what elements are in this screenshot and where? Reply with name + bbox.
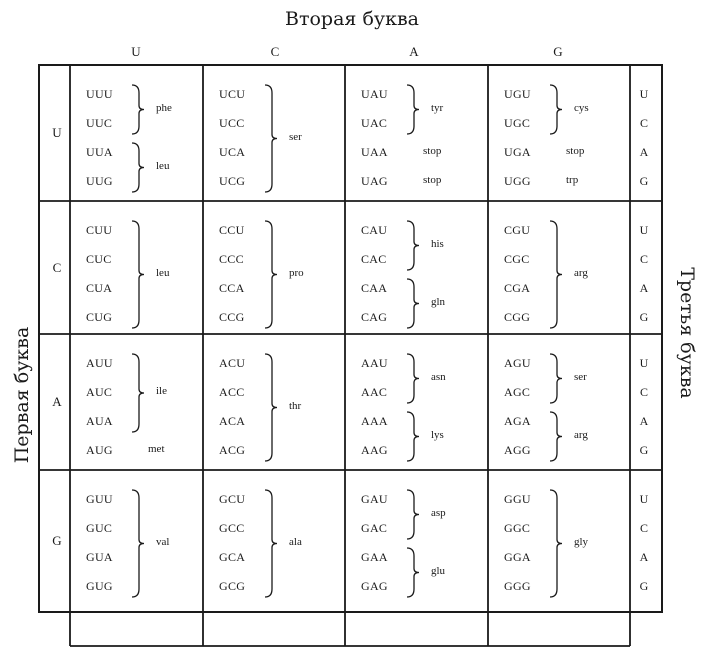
amino-acid-ala: ala [289,535,302,548]
codon-cgg: CGG [504,310,531,324]
codon-cuc: CUC [86,252,112,266]
third-letter-c: C [639,252,648,266]
codon-uug: UUG [86,174,113,188]
codon-aca: ACA [219,414,246,428]
codon-ugu: UGU [504,87,531,101]
first-letter-title: Первая буква [11,326,33,464]
codon-group-bracket [550,221,562,328]
codon-group-bracket [407,85,419,134]
column-header-c: C [270,44,280,59]
codon-ggc: GGC [504,521,531,535]
codon-gua: GUA [86,550,113,564]
codon-uag: UAG [361,174,388,188]
row-header-g: G [52,533,62,548]
third-letter-u: U [639,356,649,370]
third-letter-g: G [639,174,649,188]
codon-ggg: GGG [504,579,531,593]
codon-group-bracket [407,354,419,403]
amino-acid-stop: stop [566,145,585,157]
amino-acid-gly: gly [574,535,589,548]
codon-cga: CGA [504,281,531,295]
amino-acid-arg: arg [574,266,588,279]
codon-aau: AAU [361,356,388,370]
amino-acid-pro: pro [289,266,304,279]
codon-ccg: CCG [219,310,245,324]
amino-acid-asp: asp [431,506,446,519]
codon-gug: GUG [86,579,113,593]
third-letter-a: A [639,550,649,564]
codon-aua: AUA [86,414,113,428]
codon-cca: CCA [219,281,245,295]
codon-group-bracket [550,490,562,597]
codon-uau: UAU [361,87,388,101]
codon-group-bracket [407,412,419,461]
codon-agc: AGC [504,385,531,399]
third-letter-g: G [639,443,649,457]
amino-acid-ser: ser [289,130,302,143]
codon-caa: CAA [361,281,388,295]
codon-cgu: CGU [504,223,531,237]
codon-uca: UCA [219,145,246,159]
codon-group-bracket [265,221,277,328]
column-header-g: G [553,44,563,59]
codon-acg: ACG [219,443,246,457]
amino-acid-thr: thr [289,399,302,412]
codon-aug: AUG [86,443,113,457]
codon-guc: GUC [86,521,113,535]
codon-auu: AUU [86,356,113,370]
codon-guu: GUU [86,492,113,506]
third-letter-c: C [639,521,648,535]
second-letter-title: Вторая буква [285,8,419,30]
codon-cac: CAC [361,252,387,266]
codon-cuu: CUU [86,223,113,237]
third-letter-u: U [639,223,649,237]
third-letter-c: C [639,385,648,399]
codon-gcc: GCC [219,521,245,535]
codon-gcg: GCG [219,579,246,593]
codon-auc: AUC [86,385,113,399]
amino-acid-lys: lys [431,428,444,441]
third-letter-g: G [639,579,649,593]
codon-group-bracket [407,548,419,597]
amino-acid-asn: asn [431,370,446,383]
third-letter-a: A [639,414,649,428]
codon-aga: AGA [504,414,531,428]
amino-acid-phe: phe [156,101,172,114]
row-header-c: C [52,259,62,275]
codon-cag: CAG [361,310,388,324]
codon-group-bracket [132,221,144,328]
codon-acu: ACU [219,356,246,370]
amino-acid-ser: ser [574,370,587,383]
third-letter-a: A [639,145,649,159]
codon-ggu: GGU [504,492,531,506]
amino-acid-met: met [148,443,165,455]
column-header-a: A [409,44,419,59]
codon-group-bracket [132,490,144,597]
codon-uuc: UUC [86,116,113,130]
amino-acid-leu: leu [156,159,170,172]
codon-group-bracket [265,354,277,461]
codon-group-bracket [550,412,562,461]
codon-group-bracket [132,143,144,192]
amino-acid-trp: trp [566,174,579,186]
amino-acid-tyr: tyr [431,101,444,114]
amino-acid-his: his [431,237,444,250]
codon-ccu: CCU [219,223,245,237]
codon-cau: CAU [361,223,388,237]
codon-gca: GCA [219,550,246,564]
row-header-a: A [52,394,62,409]
codon-aag: AAG [361,443,388,457]
codon-gau: GAU [361,492,388,506]
third-letter-c: C [639,116,648,130]
codon-gcu: GCU [219,492,246,506]
amino-acid-arg: arg [574,428,588,441]
third-letter-g: G [639,310,649,324]
third-letter-u: U [639,87,649,101]
amino-acid-gln: gln [431,295,446,308]
codon-ucu: UCU [219,87,246,101]
codon-ugc: UGC [504,116,531,130]
codon-uua: UUA [86,145,113,159]
amino-acid-val: val [156,535,170,548]
codon-gac: GAC [361,521,388,535]
codon-acc: ACC [219,385,245,399]
codon-group-bracket [132,354,144,432]
codon-ugg: UGG [504,174,531,188]
third-letter-title: Третья буква [676,267,698,399]
codon-agg: AGG [504,443,531,457]
codon-group-bracket [407,490,419,539]
codon-gga: GGA [504,550,531,564]
codon-uuu: UUU [86,87,113,101]
codon-gaa: GAA [361,550,388,564]
codon-agu: AGU [504,356,531,370]
codon-group-bracket [550,354,562,403]
amino-acid-leu: leu [156,266,170,279]
codon-cgc: CGC [504,252,530,266]
codon-aac: AAC [361,385,388,399]
amino-acid-ile: ile [156,385,167,397]
codon-cua: CUA [86,281,113,295]
row-header-u: U [52,125,62,140]
codon-group-bracket [407,221,419,270]
amino-acid-glu: glu [431,564,446,577]
codon-uaa: UAA [361,145,388,159]
codon-group-bracket [132,85,144,134]
amino-acid-stop: stop [423,174,442,186]
third-letter-u: U [639,492,649,506]
codon-ucg: UCG [219,174,246,188]
amino-acid-stop: stop [423,145,442,157]
codon-group-bracket [550,85,562,134]
codon-cug: CUG [86,310,113,324]
codon-aaa: AAA [361,414,388,428]
third-letter-a: A [639,281,649,295]
codon-group-bracket [265,490,277,597]
codon-group-bracket [407,279,419,328]
codon-uac: UAC [361,116,388,130]
column-header-u: U [131,44,141,59]
amino-acid-cys: cys [574,101,589,114]
codon-uga: UGA [504,145,531,159]
codon-gag: GAG [361,579,388,593]
codon-ccc: CCC [219,252,244,266]
codon-ucc: UCC [219,116,245,130]
codon-group-bracket [265,85,277,192]
